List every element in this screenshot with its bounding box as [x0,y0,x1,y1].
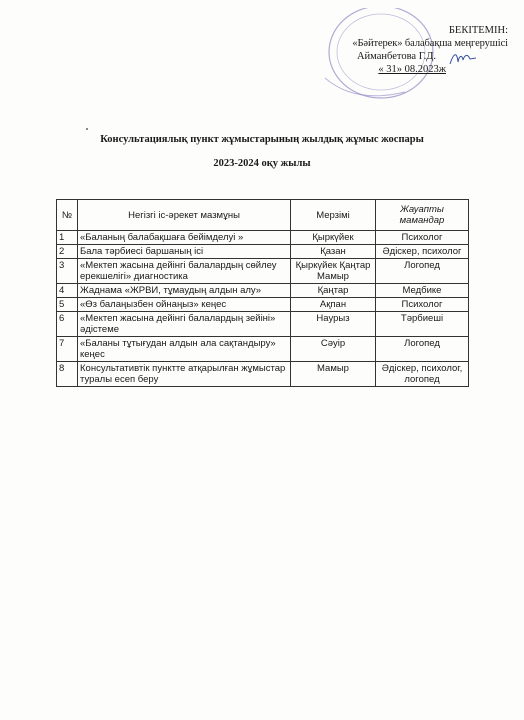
table-row [57,284,469,298]
header-responsible: Жауапты мамандар [376,200,469,231]
row-responsible: Логопед [376,259,469,284]
table-row [57,312,469,337]
row-number: 3 [57,259,78,284]
approval-heading: БЕКІТЕМІН: [448,25,508,36]
row-date: Сәуір [291,337,376,362]
approval-date: « 31» 08.2023ж [378,64,446,75]
table-header-row [57,200,469,231]
table-row [57,362,469,387]
plan-table [56,199,469,387]
row-responsible: Логопед [376,337,469,362]
row-activity: «Баланы тұтығудан алдын ала сақтандыру» кеңес [78,337,291,362]
row-responsible: Психолог [376,231,469,245]
row-responsible: Әдіскер, психолог [376,245,469,259]
signature [448,50,478,68]
row-activity: «Мектеп жасына дейінгі балалардың сөйлеу ерекшелігі» диагностика [78,259,291,284]
row-activity: «Мектеп жасына дейінгі балалардың зейіні» әдістеме [78,312,291,337]
academic-year: 2023-2024 оқу жылы [213,158,311,169]
table-row [57,337,469,362]
row-number: 5 [57,298,78,312]
approval-block [308,24,508,76]
row-number: 2 [57,245,78,259]
table-row [57,231,469,245]
row-date: Қыркүйек [291,231,376,245]
row-activity: «Баланың балабақшаға бейімделуі » [78,231,291,245]
row-number: 8 [57,362,78,387]
row-number: 1 [57,231,78,245]
row-activity: Консультативтік пунктте атқарылған жұмыстар туралы есеп беру [78,362,291,387]
row-date: Мамыр [291,362,376,387]
approval-manager: «Бәйтерек» балабақша меңгерушісі [352,38,508,49]
row-date: Қазан [291,245,376,259]
document-title: Консультациялық пункт жұмыстарының жылдық жұмыс жоспары [100,134,424,145]
row-responsible: Медбике [376,284,469,298]
row-activity: «Өз балаңызбен ойнаңыз» кеңес [78,298,291,312]
row-date: Ақпан [291,298,376,312]
row-number: 4 [57,284,78,298]
row-activity: Жаднама «ЖРВИ, тұмаудың алдын алу» [78,284,291,298]
row-responsible: Әдіскер, психолог, логопед [376,362,469,387]
table-row [57,245,469,259]
row-date: Наурыз [291,312,376,337]
row-activity: Бала тәрбиесі баршаның ісі [78,245,291,259]
table-row [57,298,469,312]
header-number: № [57,200,78,231]
row-number: 6 [57,312,78,337]
header-activity: Негізгі іс-әрекет мазмұны [78,200,291,231]
row-responsible: Тәрбиеші [376,312,469,337]
table-row [57,259,469,284]
approval-name: Айманбетова Г.Д. [356,51,436,62]
row-number: 7 [57,337,78,362]
row-responsible: Психолог [376,298,469,312]
header-date: Мерзімі [291,200,376,231]
row-date: Қыркүйек Қаңтар Мамыр [291,259,376,284]
row-date: Қаңтар [291,284,376,298]
scan-speck [86,128,88,130]
